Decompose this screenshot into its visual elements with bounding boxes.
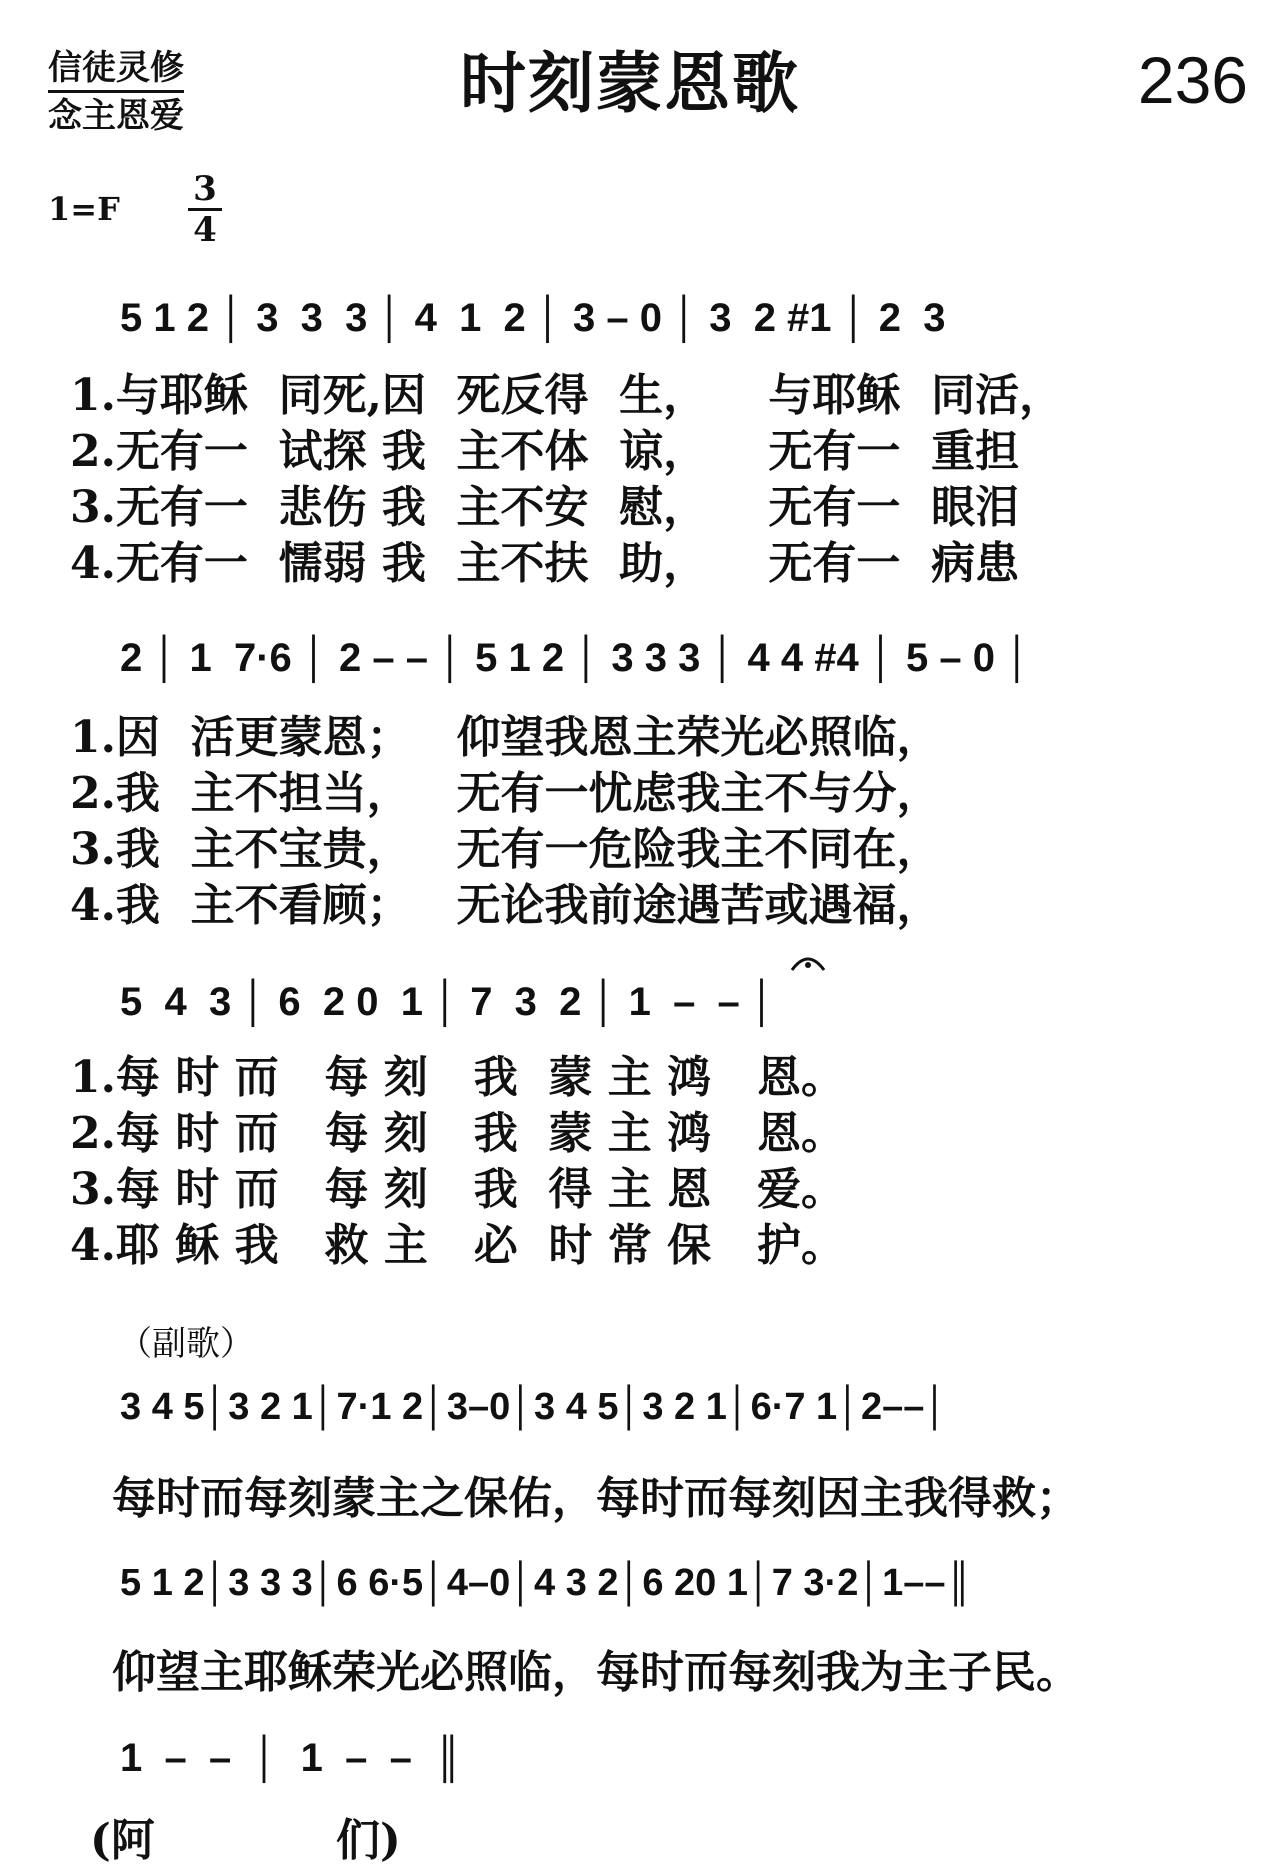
verse-line: 1.与耶稣 同死,因 死反得 生， 与耶稣 同活，	[70, 370, 1064, 421]
time-signature-top: 3	[193, 169, 217, 209]
verse-block-3	[70, 1050, 845, 1274]
notation-line-2: 2 │ 1 7·6 │ 2 – – │ 5 1 2 │ 3 3 3 │ 4 4 #4 │ 5 – 0 │	[120, 636, 1032, 680]
chorus-notation-line-2: 5 1 2│3 3 3│6 6·5│4–0│4 3 2│6 20 1│7 3·2│1––║	[120, 1562, 973, 1604]
hymn-title: 时刻蒙恩歌	[460, 44, 800, 122]
notation-line-3: 5 4 3 │ 6 2 0 1 │ 7 3 2 │ 1 – – │	[120, 980, 776, 1024]
notation-line-1: 5 1 2 │ 3 3 3 │ 4 1 2 │ 3 – 0 │ 3 2 #1 │ 2 3	[120, 296, 946, 340]
verse-line: 3.我 主不宝贵， 无有一危险我主不同在，	[70, 824, 941, 875]
verse-line: 4.我 主不看顾； 无论我前途遇苦或遇福，	[70, 880, 941, 931]
verse-line: 2.我 主不担当， 无有一忧虑我主不与分，	[70, 768, 941, 819]
hymn-number: 236	[1137, 43, 1248, 117]
time-signature-bottom: 4	[188, 208, 222, 249]
chorus-notation-line-1: 3 4 5│3 2 1│7·1 2│3–0│3 4 5│3 2 1│6·7 1│2––│	[120, 1386, 949, 1428]
key-signature: 1=F	[48, 190, 120, 228]
chorus-label: （副歌）	[118, 1324, 254, 1364]
amen-lyric-left: (阿	[90, 1815, 155, 1866]
category-label-secondary: 念主恩爱	[48, 96, 184, 136]
verse-line: 3.每 时 而 每 刻 我 得 主 恩 爱。	[70, 1164, 846, 1215]
amen-lyric-right: 们)	[336, 1815, 401, 1866]
verse-line: 2.无有一 试探 我 主不体 谅， 无有一 重担	[70, 426, 1020, 477]
chorus-lyrics-line-1: 每时而每刻蒙主之保佑，每时而每刻因主我得救；	[112, 1473, 1080, 1524]
verse-line: 1.每 时 而 每 刻 我 蒙 主 鸿 恩。	[70, 1052, 846, 1103]
verse-line: 4.无有一 懦弱 我 主不扶 助， 无有一 病患	[70, 538, 1020, 589]
verse-block-2	[70, 710, 941, 934]
verse-block-1	[70, 368, 1063, 592]
verse-line: 3.无有一 悲伤 我 主不安 慰， 无有一 眼泪	[70, 482, 1020, 533]
verse-line: 4.耶 稣 我 救 主 必 时 常 保 护。	[70, 1220, 846, 1271]
amen-notation: 1 – – │ 1 – – ║	[120, 1736, 463, 1780]
fermata-icon	[788, 948, 828, 972]
verse-line: 2.每 时 而 每 刻 我 蒙 主 鸿 恩。	[70, 1108, 846, 1159]
verse-line: 1.因 活更蒙恩； 仰望我恩主荣光必照临，	[70, 712, 941, 763]
chorus-lyrics-line-2: 仰望主耶稣荣光必照临，每时而每刻我为主子民。	[112, 1647, 1080, 1698]
time-signature	[188, 170, 222, 249]
category-label-primary: 信徒灵修	[48, 48, 184, 93]
